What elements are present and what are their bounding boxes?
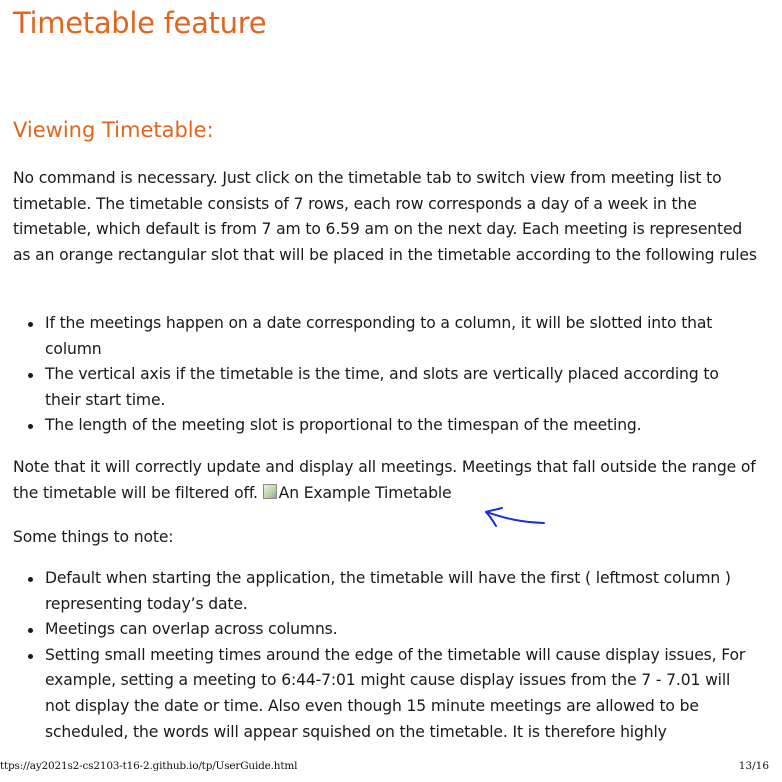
list-item: Default when starting the application, the timetable will have the first ( leftmost column ) representing today’s date. xyxy=(13,566,758,617)
section-title: Timetable feature xyxy=(13,6,267,40)
handdrawn-arrow-icon xyxy=(482,502,548,530)
note-text: Note that it will correctly update and display all meetings. Meetings that fall outside the range of the timetable will be filtered off. xyxy=(13,458,756,502)
subsection-title: Viewing Timetable: xyxy=(13,118,214,142)
print-footer xyxy=(0,760,782,776)
list-item: Meetings can overlap across columns. xyxy=(13,617,758,643)
list-item: The length of the meeting slot is proportional to the timespan of the meeting. xyxy=(13,413,758,439)
image-alt-text: An Example Timetable xyxy=(278,483,452,502)
note-paragraph xyxy=(13,455,758,506)
list-item: Setting small meeting times around the edge of the timetable will cause display issues, For example, setting a meeting to 6:44-7:01 might cause display issues from the 7 - 7.01 will not display the date or time. Also even though 15 minute meetings are allowed to be scheduled, the words will appear squished on the timetable. It is therefore highly xyxy=(13,643,758,745)
rules-list xyxy=(13,311,758,439)
things-to-note-label: Some things to note: xyxy=(13,528,174,546)
intro-paragraph: No command is necessary. Just click on the timetable tab to switch view from meeting list to timetable. The timetable consists of 7 rows, each row corresponds a day of a week in the timetable, which default is from 7 am to 6.59 am on the next day. Each meeting is represented as an orange rectangular slot that will be placed in the timetable according to the following rules xyxy=(13,169,757,264)
notes-list xyxy=(13,566,758,745)
footer-page-number: 13/16 xyxy=(738,760,769,772)
example-timetable-image xyxy=(263,481,452,507)
list-item: If the meetings happen on a date corresponding to a column, it will be slotted into that column xyxy=(13,311,758,362)
footer-url: ttps://ay2021s2-cs2103-t16-2.github.io/tp/UserGuide.html xyxy=(0,760,298,772)
broken-image-icon xyxy=(263,484,277,499)
list-item: The vertical axis if the timetable is the time, and slots are vertically placed according to their start time. xyxy=(13,362,758,413)
